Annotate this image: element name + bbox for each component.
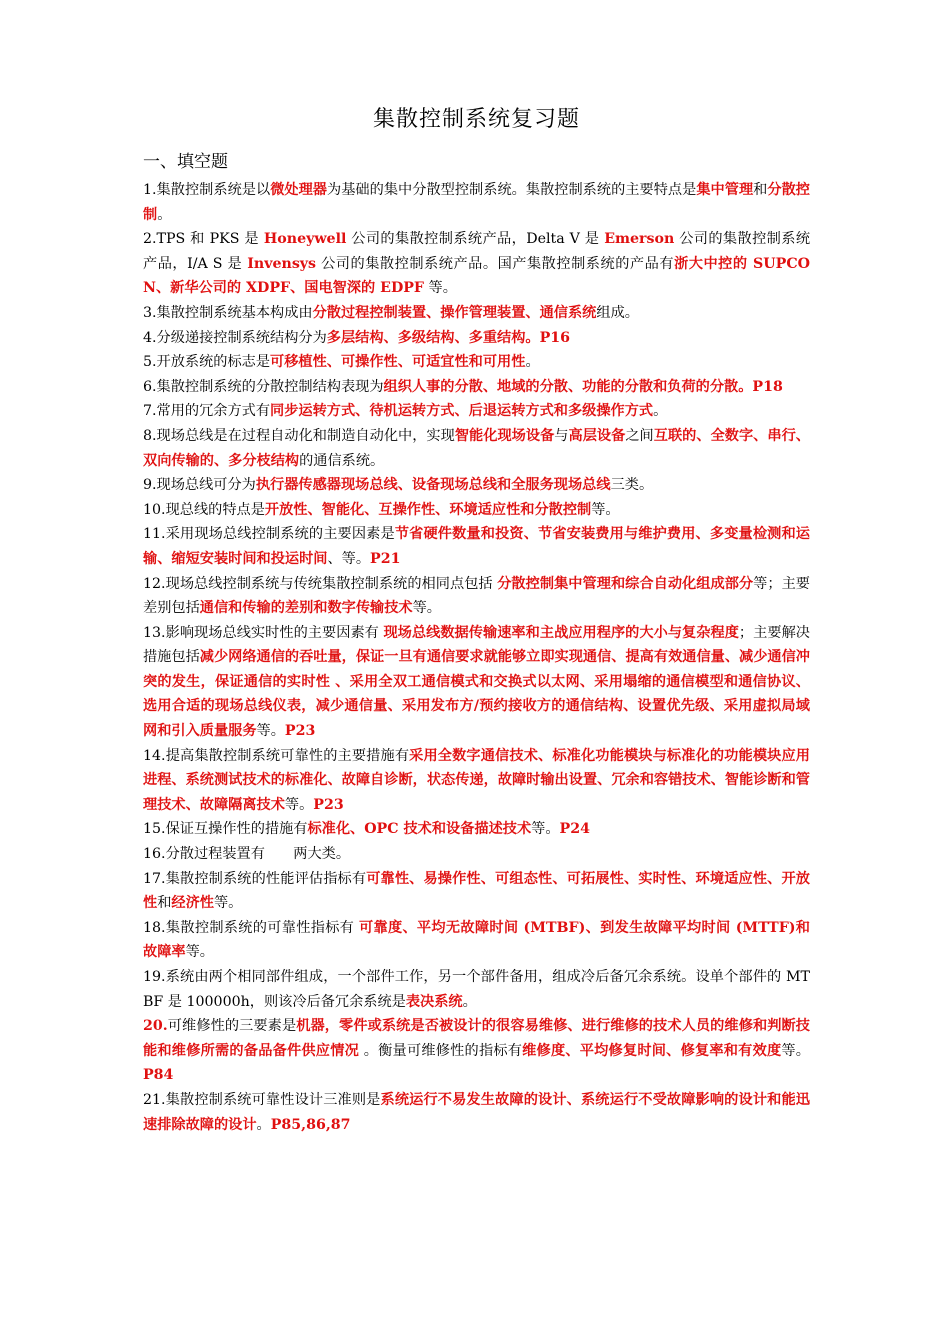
question-text: 之间 [625,427,654,444]
answer-text: 分散控制 [143,182,810,223]
answer-text: 通信和传输的差别和数字传输技术 [199,600,413,617]
answer-text: 经济性 [171,895,214,912]
answer-text: 微处理器 [270,182,328,198]
question-text: 三类。 [610,477,654,494]
question-text: 公司的集散控制系统产品。国产集散控制系统的产品有 [316,255,675,272]
question-text: 。 [525,354,540,371]
answer-text: 互联的、全数字、串行、双向传输的、多分枝结构 [143,427,810,469]
question-text: 等。 [284,796,314,813]
question-item [143,817,810,842]
question-text: 等。 [591,501,620,518]
question-text: 10.现总线的特点是 [143,501,265,518]
question-text: 3.集散控制系统基本构成由 [143,304,313,321]
question-text: 5.开放系统的标志是 [143,354,271,371]
answer-text: 表决系统 [405,993,463,1010]
answer-text: 同步运转方式、待机运转方式、后退运转方式和多级操作方式 [270,403,654,420]
answer-text: 可靠性、易操作性、可组态性、可拓展性、实时性、环境适应性、开放性 [143,870,810,912]
answer-text: 集中管理 [696,182,754,198]
question-item [143,301,810,326]
question-text: 16.分散过程装置有 两大类。 [143,846,351,863]
section-heading: 一、填空题 [143,152,228,172]
question-item [143,916,810,965]
answer-text: 可靠度、平均无故障时间 (MTBF)、到发生故障平均时间 (MTTF)和故障率 [143,919,810,961]
answer-text: 智能化现场设备 [454,427,555,444]
answer-text: Invensys [247,255,317,272]
question-item [143,326,810,351]
question-text: 公司的集散控制系统产品，I/A S 是 [143,231,811,272]
question-text: 13.影响现场总线实时性的主要因素有 [143,624,384,641]
question-text: 公司的集散控制系统产品，Delta V 是 [346,231,605,248]
question-text: ；主要解决措施包括 [143,624,810,666]
question-text: 等。 [256,723,285,740]
answer-text: 分散控制集中管理和综合自动化组成部分 [497,575,754,592]
answer-text: 高层设备 [568,427,626,444]
question-item [143,227,810,301]
question-text: 。 [462,993,477,1010]
question-text: 。 [256,1116,271,1133]
question-item [143,473,810,498]
question-text: 等。 [412,600,441,617]
question-item [143,375,810,400]
question-text: 与 [554,427,569,444]
question-text: 等。 [531,821,560,838]
question-item [143,842,810,867]
question-text: 的通信系统。 [299,452,385,469]
answer-text: 浙大中控的 SUPCON、新华公司的 XDPF、国电智深的 EDPF [143,255,810,297]
question-text: 1.集散控制系统是以 [143,182,271,198]
question-text: 18.集散控制系统的可靠性指标有 [143,919,359,936]
question-item [143,399,810,424]
question-text: 6.集散控制系统的分散控制结构表现为 [143,378,384,395]
document-page [143,100,810,1137]
question-text: 和 [157,895,172,912]
answer-text: P23 [313,796,344,813]
answer-text: Honeywell [263,231,347,248]
question-text: 4.分级递接控制系统结构分为 [143,329,327,346]
answer-text: 维修度、平均修复时间、修复率和有效度 [522,1042,782,1059]
answer-text: Emerson [604,231,675,248]
answer-text: 组织人事的分散、地域的分散、功能的分散和负荷的分散。P18 [383,378,783,395]
question-text: 等。 [424,280,457,297]
question-item [143,178,810,227]
question-text: 等。 [781,1042,810,1059]
question-text: 为基础的集中分散型控制系统。集散控制系统的主要特点是 [327,182,697,198]
question-text: 2.TPS 和 PKS 是 [143,231,264,248]
answer-text: P21 [370,550,401,567]
question-text: 8.现场总线是在过程自动化和制造自动化中，实现 [143,427,455,444]
answer-text: 分散过程控制装置、操作管理装置、通信系统 [312,304,597,321]
answer-text: 可移植性、可操作性、可适宜性和可用性 [270,354,526,371]
answer-text: 标准化、OPC 技术和设备描述技术 [307,821,532,838]
question-text: 、等。 [327,550,371,567]
question-item [143,965,810,1014]
document-title: 集散控制系统复习题 [372,107,580,132]
question-text: 21.集散控制系统可靠性设计三准则是 [143,1091,381,1108]
answer-text: P24 [559,821,590,838]
question-text: 。 [157,206,172,223]
answer-text: 节省硬件数量和投资、节省安装费用与维护费用、多变量检测和运输、缩短安装时间和投运时间 [143,526,810,567]
question-text: 。 [653,403,668,420]
question-text: 等。 [213,895,243,912]
question-item [143,522,810,571]
question-text: 7.常用的冗余方式有 [143,403,271,420]
answer-text: 采用全数字通信技术、标准化功能模块与标准化的功能模块应用进程、系统测试技术的标准化、故障自诊断，状态传递，故障时输出设置、冗余和容错技术、智能诊断和管理技术、故障隔离技术 [143,747,810,813]
answer-text: 减少网络通信的吞吐量，保证一旦有通信要求就能够立即实现通信、提高有效通信量、减少通信冲突的发生，保证通信的实时性 、采用全双工通信模式和交换式以太网、采用塌缩的通信模型和通信协议、选用合适的现场总线仪表，减少通信量、采用发布方/预约接收方的通信结构、设置优先级、采用虚拟局域网和引入质量服务 [143,649,810,740]
question-item [143,744,810,818]
question-text: 15.保证互操作性的措施有 [143,821,308,838]
question-text: 等；主要差别包括 [143,575,810,617]
question-text: 可维修性的三要素是 [167,1018,297,1035]
question-text: 17.集散控制系统的性能评估指标有 [143,870,367,887]
question-text: 14.提高集散控制系统可靠性的主要措施有 [143,747,410,764]
answer-text: 机器，零件或系统是否被设计的很容易维修、进行维修的技术人员的维修和判断技能和维修所需的备品备件供应情况 [143,1018,810,1059]
question-text: 11.采用现场总线控制系统的主要因素是 [143,526,395,543]
question-item [143,498,810,523]
question-item [143,867,810,916]
answer-text: 执行器传感器现场总线、设备现场总线和全服务现场总线 [255,477,611,494]
question-item [143,1088,810,1137]
question-item [143,572,810,621]
answer-text: P84 [143,1067,174,1084]
question-text: 等。 [185,944,214,961]
answer-text: 系统运行不易发生故障的设计、系统运行不受故障影响的设计和能迅速排除故障的设计 [143,1091,810,1133]
answer-text: 开放性、智能化、互操作性、环境适应性和分散控制 [264,501,592,518]
answer-text: 多层结构、多级结构、多重结构。P16 [326,329,571,346]
question-item [143,621,810,744]
answer-text: 现场总线数据传输速率和主战应用程序的大小与复杂程度 [383,624,739,641]
answer-text: 20. [143,1018,168,1035]
question-text: 12.现场总线控制系统与传统集散控制系统的相同点包括 [143,575,498,592]
question-text: 组成。 [596,304,639,321]
question-list [143,178,810,1137]
answer-text: P23 [284,723,316,740]
question-text: 和 [753,182,768,198]
question-text: 。衡量可维修性的指标有 [359,1042,523,1059]
question-text: 9.现场总线可分为 [143,477,256,494]
answer-text: P85,86,87 [270,1116,351,1133]
question-item [143,350,810,375]
question-text: 19.系统由两个相同部件组成，一个部件工作，另一个部件备用，组成冷后备冗余系统。设单个部件的 MTBF 是 100000h，则该冷后备冗余系统是 [143,969,810,1010]
question-item [143,1014,810,1088]
question-item [143,424,810,473]
